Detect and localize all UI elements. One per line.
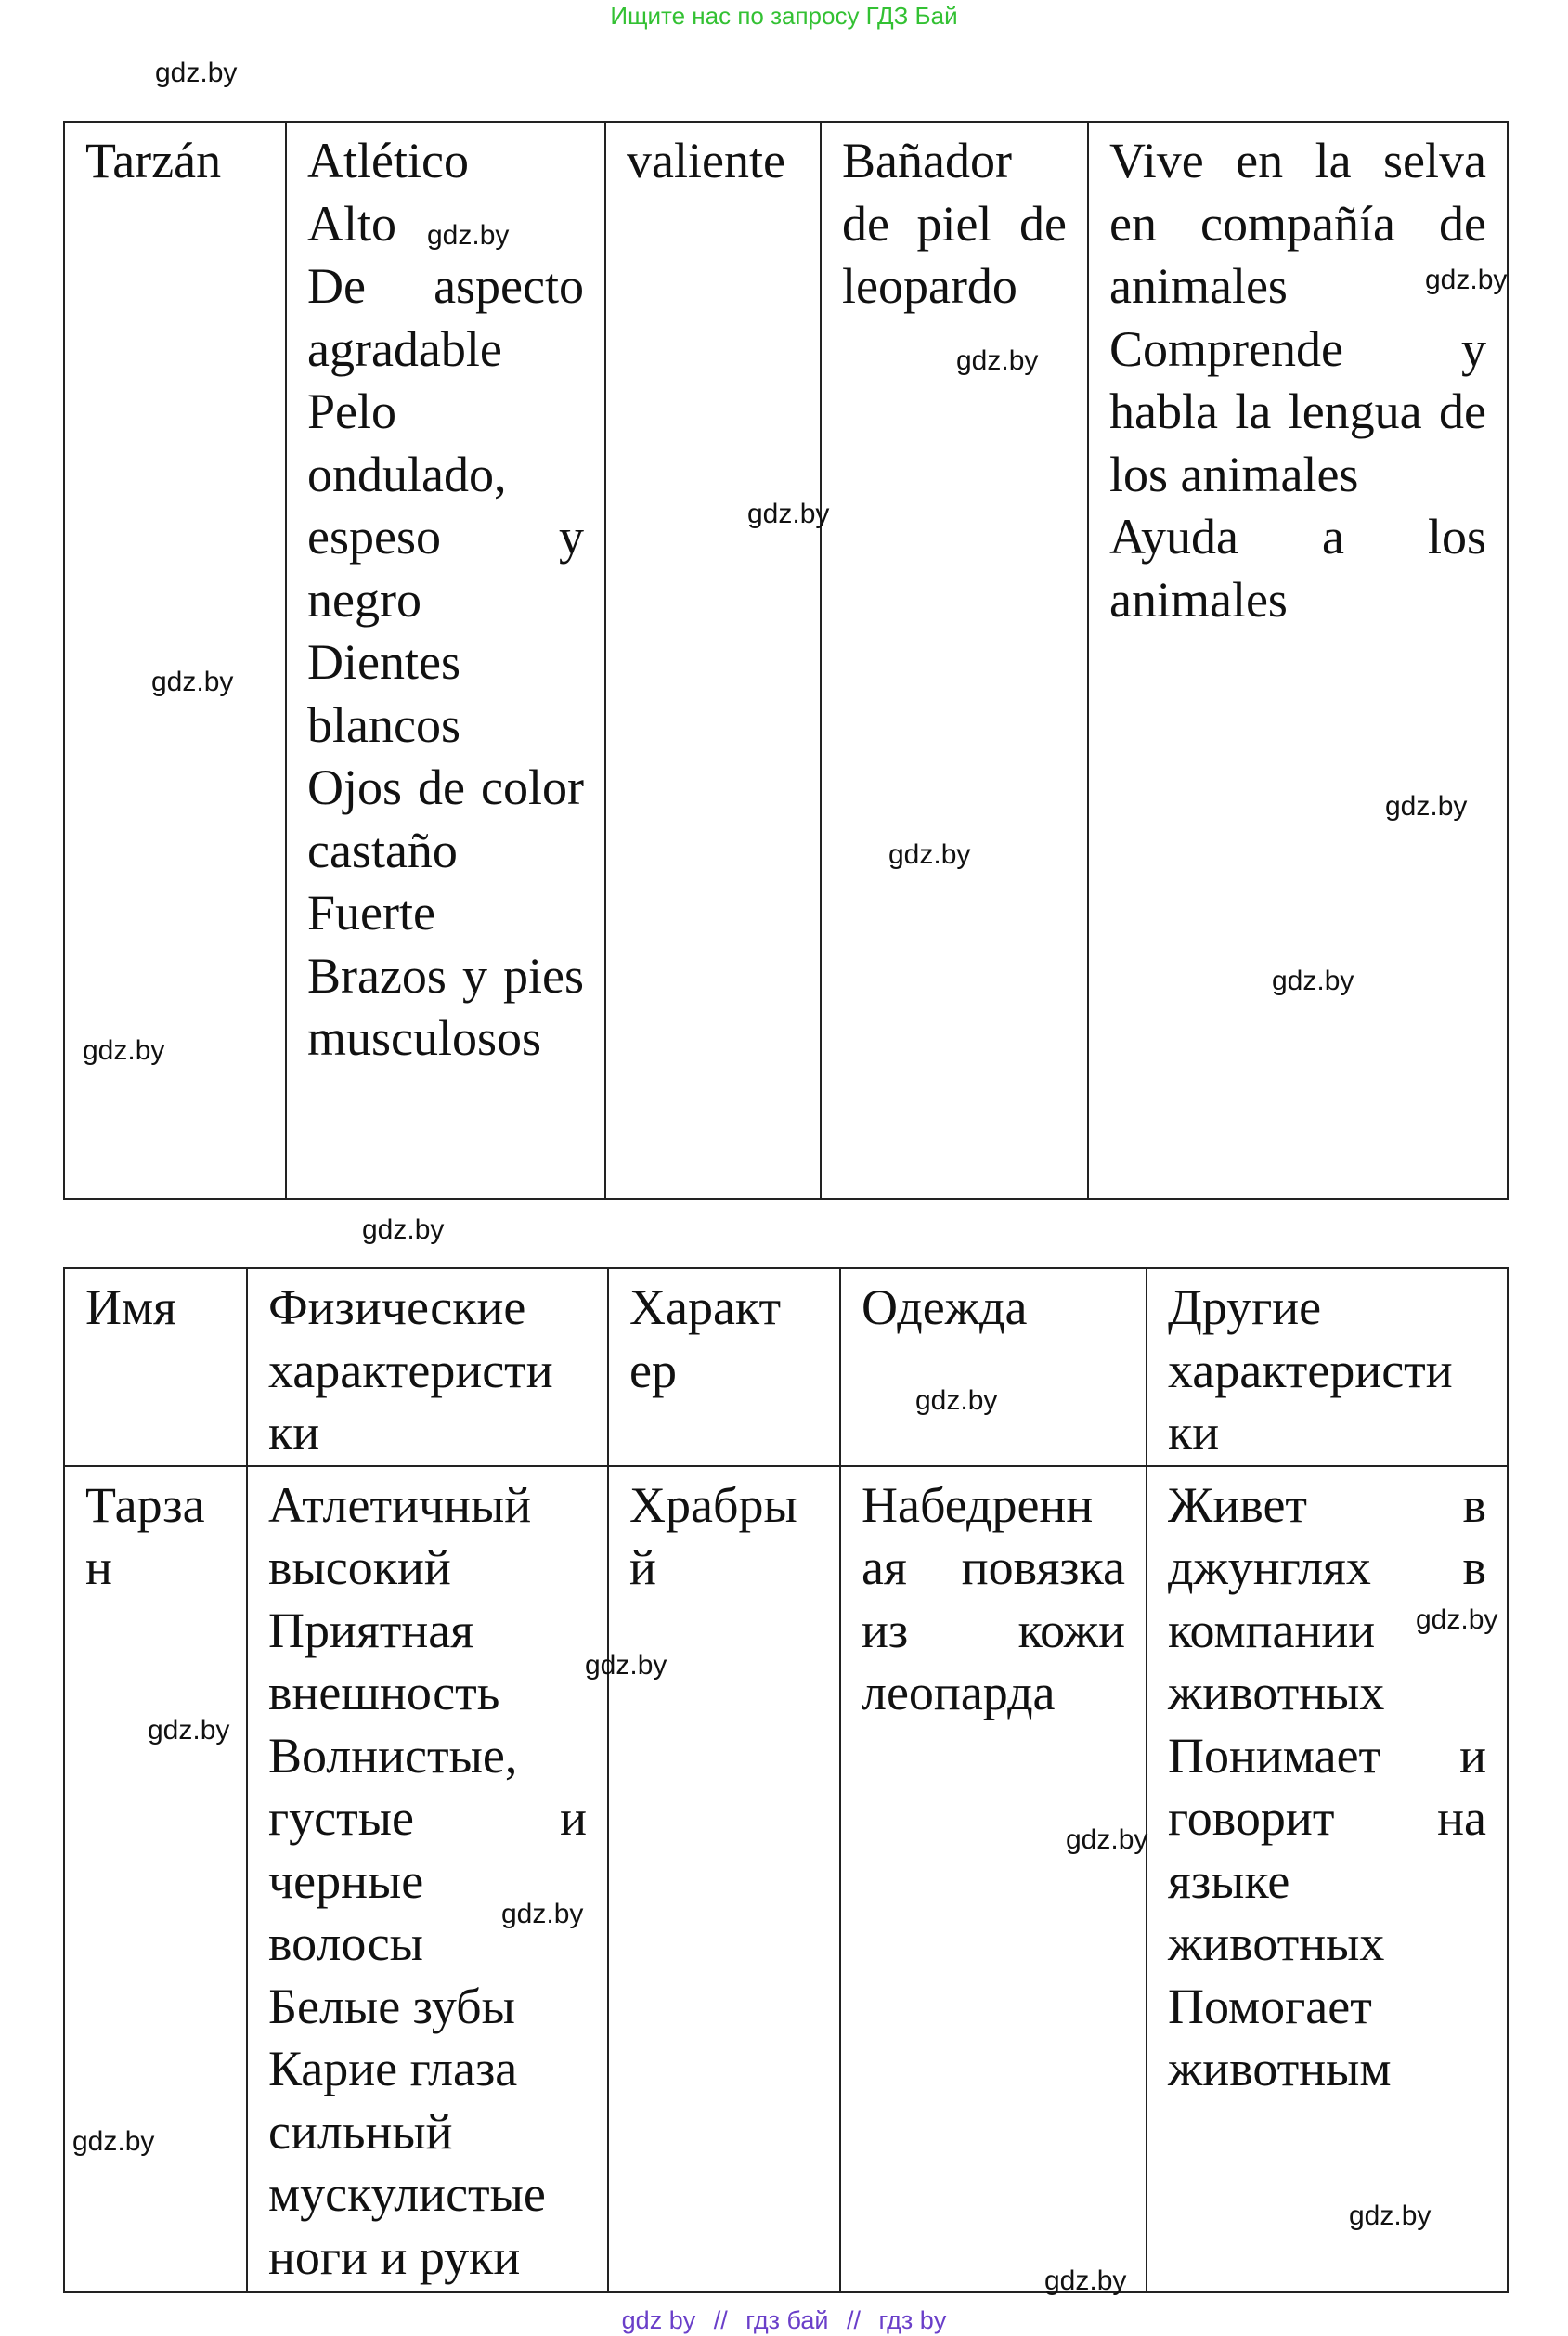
character-cell — [608, 1466, 840, 2292]
watermark: gdz.by — [1349, 2200, 1432, 2231]
list-item: Pelo ondulado, espeso y negro — [307, 383, 584, 628]
list-item: Fuerte — [307, 885, 435, 941]
footer-link[interactable]: gdz by — [621, 2306, 696, 2334]
physical-traits-cell — [247, 1466, 608, 2292]
list-item: Живет в джунглях в компании животных — [1168, 1476, 1486, 1720]
watermark: gdz.by — [148, 1715, 230, 1746]
watermark: gdz.by — [1272, 966, 1354, 996]
column-header: Одежда — [840, 1268, 1147, 1466]
header-row — [64, 1268, 1508, 1466]
list-item: Vive en la selva en compañía de animales — [1109, 133, 1486, 314]
watermark: gdz.by — [362, 1214, 445, 1245]
watermark: gdz.by — [1044, 2265, 1127, 2296]
list-item: Белые зубы — [268, 1978, 515, 2034]
clothing-cell — [840, 1466, 1147, 2292]
table-row — [64, 122, 1508, 1199]
footer-separator: // — [713, 2306, 728, 2334]
watermark: gdz.by — [747, 499, 830, 529]
list-item: мускулистые ноги и руки — [268, 2166, 546, 2285]
spanish-description-table — [63, 121, 1509, 1200]
list-item: Comprende y habla la lengua de los animales — [1109, 320, 1486, 502]
other-traits-cell — [1147, 1466, 1508, 2292]
list-item: Помогает животным — [1168, 1978, 1392, 2096]
promo-banner: Ищите нас по запросу ГДЗ Бай — [610, 2, 958, 30]
list-item: Ojos de color castaño — [307, 759, 584, 878]
watermark: gdz.by — [151, 667, 234, 697]
character-trait: valiente — [627, 133, 785, 188]
watermark: gdz.by — [1416, 1604, 1498, 1635]
list-item: Atlético — [307, 133, 469, 188]
watermark: gdz.by — [501, 1899, 584, 1929]
column-header: Физические характеристи ки — [247, 1268, 608, 1466]
clothing-text: Bañador de piel de leopardo — [842, 133, 1067, 314]
list-item: Атлетичный высокий — [268, 1476, 532, 1595]
footer-separator: // — [847, 2306, 862, 2334]
table-row — [64, 1466, 1508, 2292]
watermark: gdz.by — [72, 2126, 155, 2157]
watermark: gdz.by — [956, 345, 1039, 376]
list-item: Понимает и говорит на языке животных — [1168, 1727, 1486, 1971]
column-header: Другие характеристи ки — [1147, 1268, 1508, 1466]
character-cell — [605, 122, 821, 1199]
list-item: Волнистые, густые и черные волосы — [268, 1727, 587, 1971]
physical-traits-cell — [286, 122, 605, 1199]
watermark: gdz.by — [427, 220, 510, 251]
footer-links — [0, 2304, 1568, 2336]
list-item: Alto — [307, 195, 397, 252]
russian-description-table — [63, 1267, 1509, 2293]
list-item: De aspecto agradable — [307, 258, 584, 377]
clothing-cell — [821, 122, 1088, 1199]
clothing-text: Набедренн ая повязка из кожи леопарда — [862, 1476, 1125, 1720]
name-cell — [64, 1466, 247, 2292]
character-name: Тарза н — [85, 1476, 205, 1595]
list-item: Brazos y pies musculosos — [307, 947, 584, 1066]
character-name: Tarzán — [85, 133, 222, 188]
footer-link[interactable]: гдз бай — [745, 2306, 829, 2334]
watermark: gdz.by — [888, 839, 971, 870]
column-header: Характ ер — [608, 1268, 840, 1466]
list-item: Ayuda a los animales — [1109, 509, 1486, 628]
watermark: gdz.by — [1425, 265, 1508, 295]
watermark: gdz.by — [915, 1385, 998, 1416]
column-header: Имя — [64, 1268, 247, 1466]
list-item: Приятная внешность — [268, 1602, 500, 1720]
watermark: gdz.by — [1066, 1824, 1148, 1855]
watermark: gdz.by — [1385, 791, 1468, 822]
character-trait: Храбры й — [629, 1476, 797, 1595]
watermark: gdz.by — [585, 1650, 667, 1681]
watermark: gdz.by — [83, 1035, 165, 1066]
list-item: Dientes blancos — [307, 634, 460, 753]
list-item: сильный — [268, 2103, 453, 2160]
list-item: Карие глаза — [268, 2041, 518, 2096]
watermark: gdz.by — [155, 58, 238, 88]
footer-link[interactable]: гдз by — [878, 2306, 947, 2334]
